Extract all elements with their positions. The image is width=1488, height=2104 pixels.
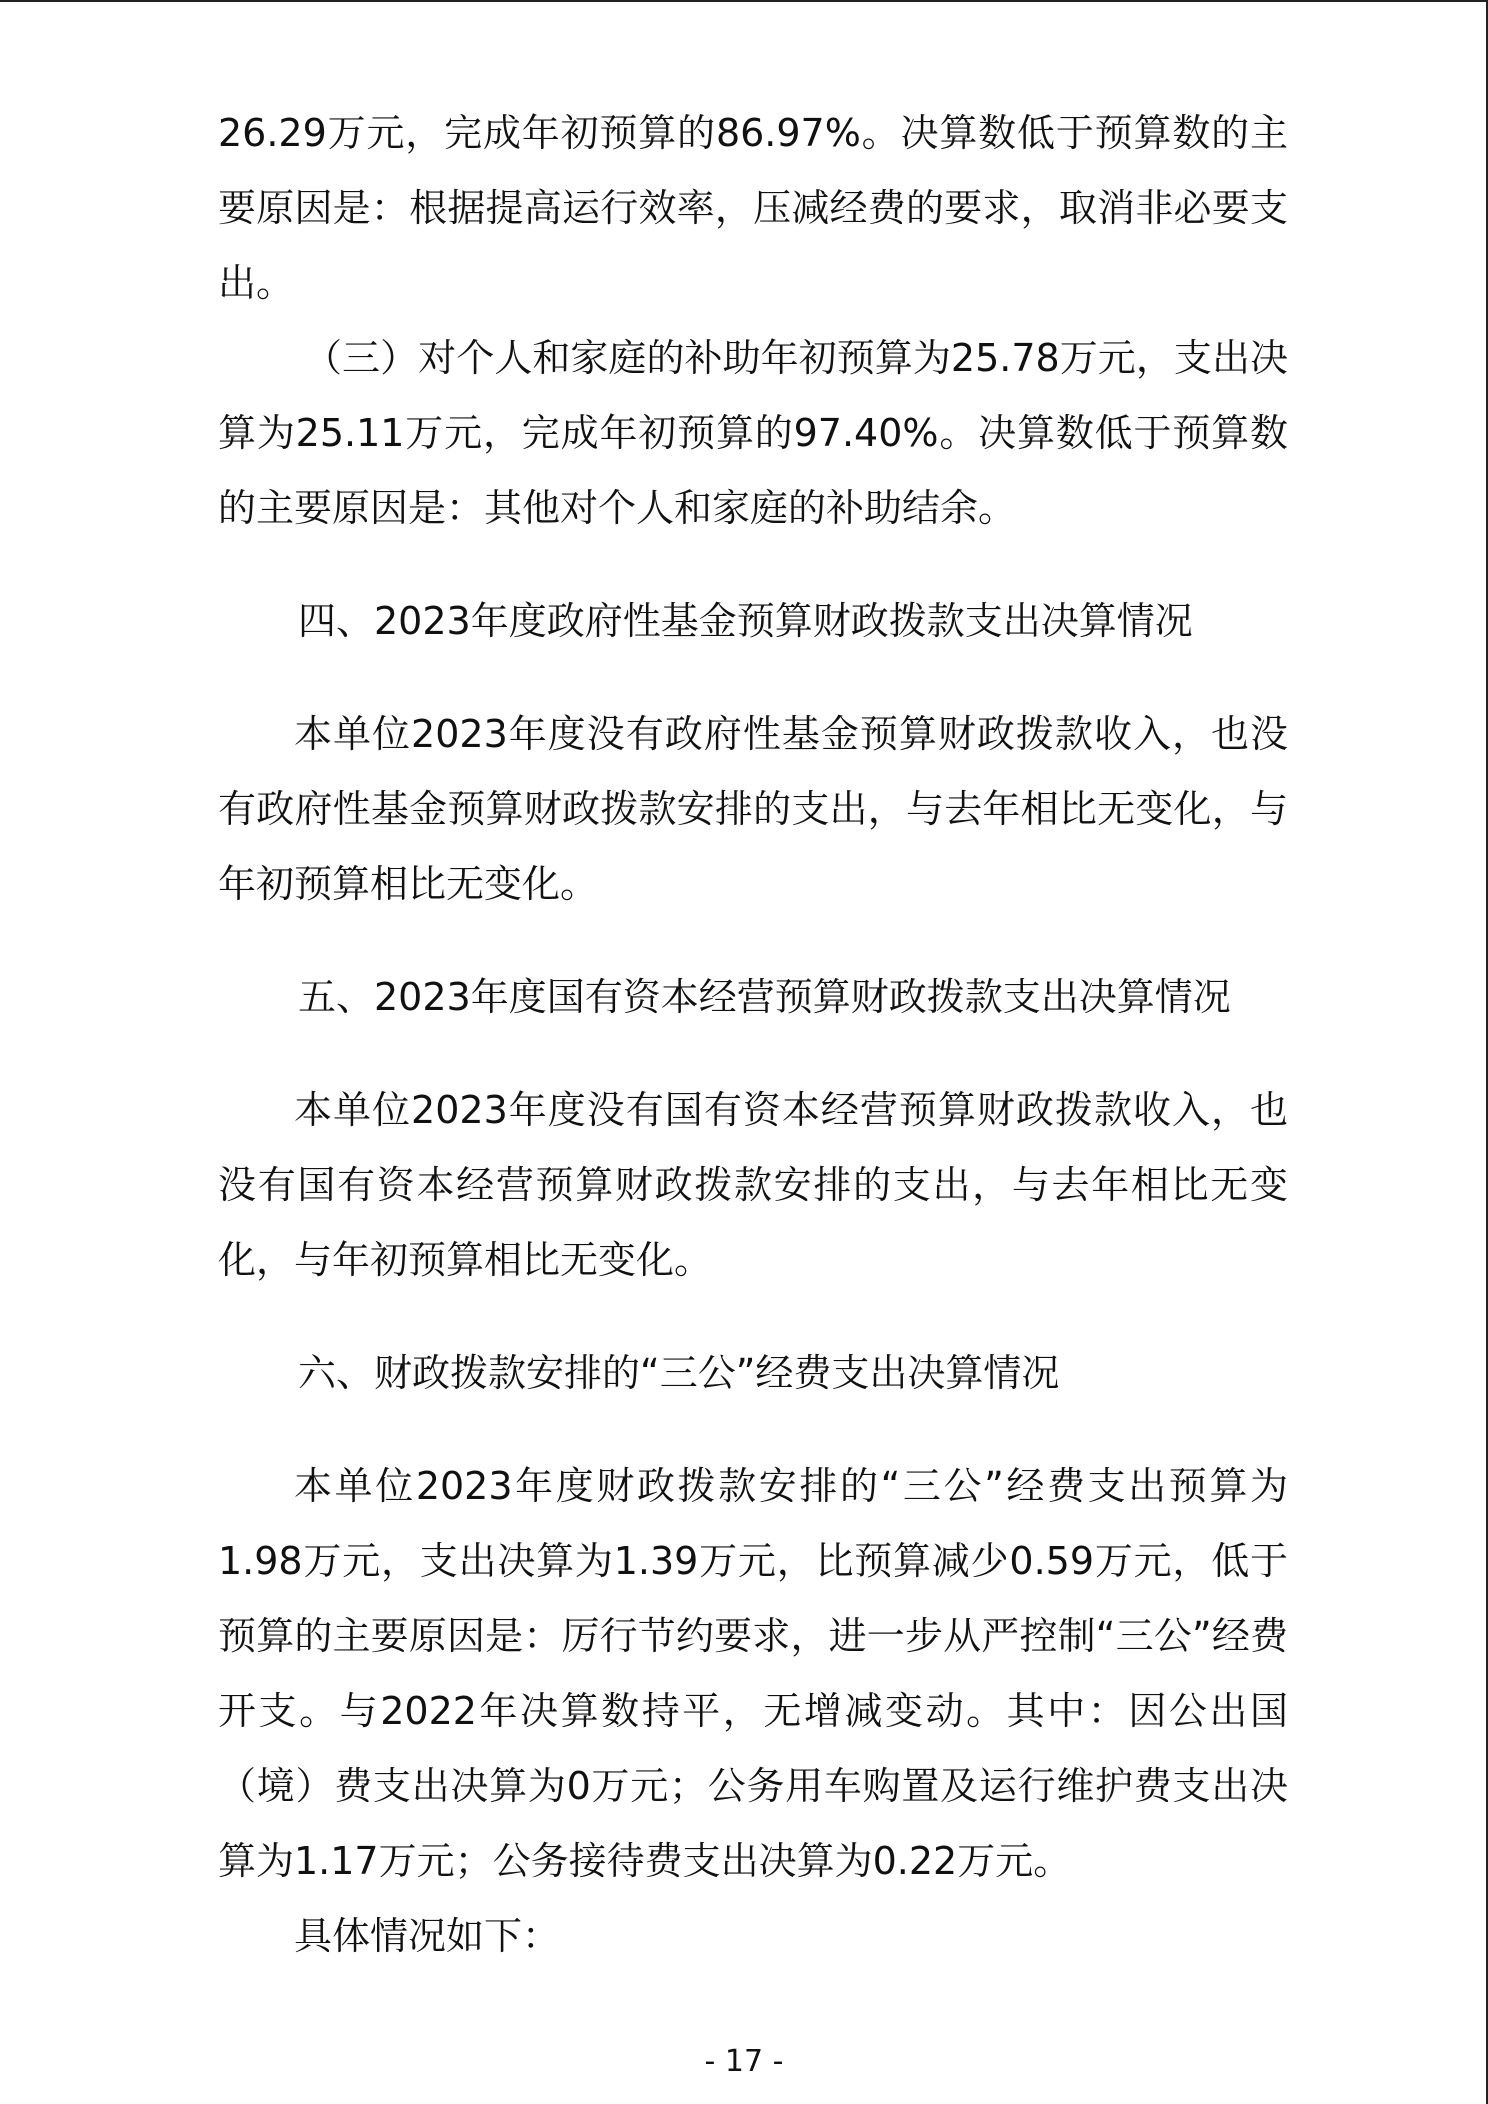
paragraph-details-intro: 具体情况如下： <box>294 1914 561 1958</box>
paragraph-state-capital: 本单位2023年度没有国有资本经营预算财政拨款收入，也没有国有资本经营预算财政拨款安排的支出，与去年相比无变化，与年初预算相比无变化。 <box>218 1088 1288 1282</box>
section-heading-government-fund: 四、2023年度政府性基金预算财政拨款支出决算情况 <box>298 599 1193 643</box>
section-heading-state-capital: 五、2023年度国有资本经营预算财政拨款支出决算情况 <box>298 975 1231 1019</box>
page-number: - 17 - <box>704 2044 784 2079</box>
document-body <box>218 96 1288 1974</box>
paragraph-household-subsidy: （三）对个人和家庭的补助年初预算为25.78万元，支出决算为25.11万元，完成年初预算的97.40%。决算数低于预算数的主要原因是：其他对个人和家庭的补助结余。 <box>218 336 1288 530</box>
paragraph-three-public: 本单位2023年度财政拨款安排的“三公”经费支出预算为1.98万元，支出决算为1.39万元，比预算减少0.59万元，低于预算的主要原因是：厉行节约要求，进一步从严控制“三公”经费开支。与2022年决算数持平，无增减变动。其中：因公出国（境）费支出决算为0万元；公务用车购置及运行维护费支出决算为1.17万元；公务接待费支出决算为0.22万元。 <box>218 1464 1288 1883</box>
paragraph-government-fund: 本单位2023年度没有政府性基金预算财政拨款收入，也没有政府性基金预算财政拨款安排的支出，与去年相比无变化，与年初预算相比无变化。 <box>218 712 1288 906</box>
paragraph-budget-continuation: 26.29万元，完成年初预算的86.97%。决算数低于预算数的主要原因是：根据提高运行效率，压减经费的要求，取消非必要支出。 <box>218 111 1288 305</box>
section-heading-three-public: 六、财政拨款安排的“三公”经费支出决算情况 <box>298 1351 1060 1395</box>
